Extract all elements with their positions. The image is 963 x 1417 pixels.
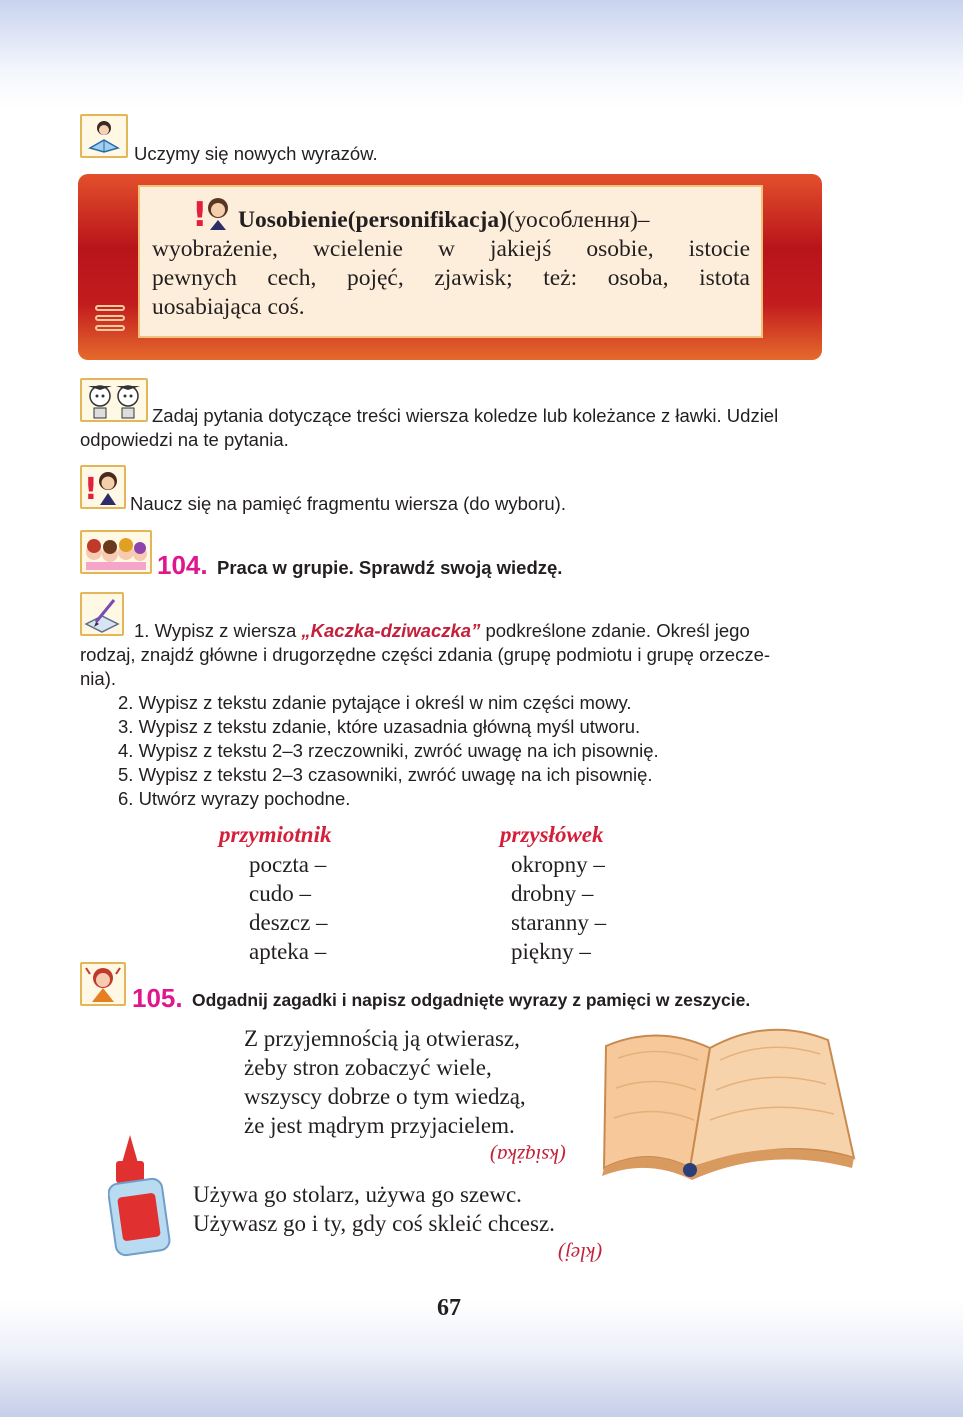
dialog-pair-icon bbox=[80, 378, 148, 422]
definition-line-3: pewnych cech, pojęć, zjawisk; też: osoba, istota bbox=[152, 265, 750, 291]
definition-line-4: uosabiająca coś. bbox=[152, 294, 305, 320]
riddle-1-answer: (książka) bbox=[490, 1144, 566, 1168]
dialog-task-line-1: Zadaj pytania dotyczące treści wiersza koledze lub koleżance z ławki. Udziel bbox=[152, 405, 779, 426]
intro-text: Uczymy się nowych wyrazów. bbox=[134, 143, 378, 164]
item-1-prefix: 1. Wypisz z wiersza bbox=[134, 620, 302, 641]
riddle-2-line: Używasz go i ty, gdy coś skleić chcesz. bbox=[193, 1211, 555, 1236]
exercise-105-title: Odgadnij zagadki i napisz odgadnięte wyrazy z pamięci w zeszycie. bbox=[192, 990, 751, 1010]
memorize-task-text: Naucz się na pamięć fragmentu wiersza (do wyboru). bbox=[130, 493, 566, 514]
group-children-icon bbox=[80, 530, 152, 574]
item-1-line-3: nia). bbox=[80, 668, 116, 689]
item-1-line-2: rodzaj, znajdź główne i drugorzędne części zdania (grupę podmiotu i grupę orzecze- bbox=[80, 644, 771, 665]
column-1-word: deszcz – bbox=[249, 910, 328, 935]
exercise-104-number: 104. bbox=[157, 550, 208, 580]
definition-translation: (уособлення)– bbox=[506, 207, 650, 233]
exercise-104-title: Praca w grupie. Sprawdź swoją wiedzę. bbox=[217, 557, 563, 578]
definition-term-alt: (personifikacja) bbox=[347, 207, 507, 233]
column-2-heading: przysłówek bbox=[500, 822, 604, 847]
exercise-105-number: 105. bbox=[132, 983, 183, 1013]
definition-line-2: wyobrażenie, wcielenie w jakiejś osobie, istocie bbox=[152, 236, 750, 262]
list-item: 5. Wypisz z tekstu 2–3 czasowniki, zwróć uwagę na ich pisownię. bbox=[118, 764, 653, 785]
definition-term: Uosobienie bbox=[238, 207, 348, 233]
riddle-2-line: Używa go stolarz, używa go szewc. bbox=[193, 1182, 522, 1207]
svg-text:!: ! bbox=[192, 195, 208, 232]
column-1-word: cudo – bbox=[249, 881, 311, 906]
exclamation-boy-icon bbox=[80, 465, 126, 509]
thinking-girl-icon bbox=[80, 962, 126, 1006]
column-1-word: poczta – bbox=[249, 852, 327, 877]
riddle-2 bbox=[193, 1180, 555, 1238]
column-2-word: staranny – bbox=[511, 910, 607, 935]
riddle-2-answer: (klej) bbox=[558, 1242, 603, 1266]
list-item: 3. Wypisz z tekstu zdanie, które uzasadnia główną myśl utworu. bbox=[118, 716, 641, 737]
riddle-1-line: Z przyjemnością ją otwierasz, bbox=[244, 1026, 520, 1051]
svg-text:!: ! bbox=[84, 472, 98, 507]
list-item: 4. Wypisz z tekstu 2–3 rzeczowniki, zwróć uwagę na ich pisownię. bbox=[118, 740, 659, 761]
list-item: 6. Utwórz wyrazy pochodne. bbox=[118, 788, 351, 809]
riddle-1 bbox=[244, 1024, 526, 1140]
list-item: 2. Wypisz z tekstu zdanie pytające i określ w nim części mowy. bbox=[118, 692, 632, 713]
column-2-word: okropny – bbox=[511, 852, 605, 877]
riddle-1-line: żeby stron zobaczyć wiele, bbox=[244, 1055, 492, 1080]
column-1-heading: przymiotnik bbox=[219, 822, 332, 847]
bookmark-lines bbox=[94, 302, 128, 334]
column-2-word: drobny – bbox=[511, 881, 594, 906]
column-1-word: apteka – bbox=[249, 939, 327, 964]
riddle-1-line: że jest mądrym przyjacielem. bbox=[244, 1113, 515, 1138]
reading-student-icon bbox=[80, 114, 128, 158]
glue-bottle-icon bbox=[108, 1135, 172, 1257]
item-1-line-1 bbox=[134, 620, 750, 642]
writing-notebook-icon bbox=[80, 592, 124, 636]
item-1-suffix: podkreślone zdanie. Określ jego bbox=[480, 620, 750, 641]
poem-title: „Kaczka-dziwaczka” bbox=[301, 620, 481, 641]
column-2-word: piękny – bbox=[511, 939, 591, 964]
riddle-1-line: wszyscy dobrze o tym wiedzą, bbox=[244, 1084, 526, 1109]
definition-text bbox=[152, 206, 750, 322]
dialog-task-line-2: odpowiedzi na te pytania. bbox=[80, 429, 289, 450]
open-book-icon bbox=[598, 1018, 860, 1188]
page-number: 67 bbox=[437, 1295, 461, 1321]
